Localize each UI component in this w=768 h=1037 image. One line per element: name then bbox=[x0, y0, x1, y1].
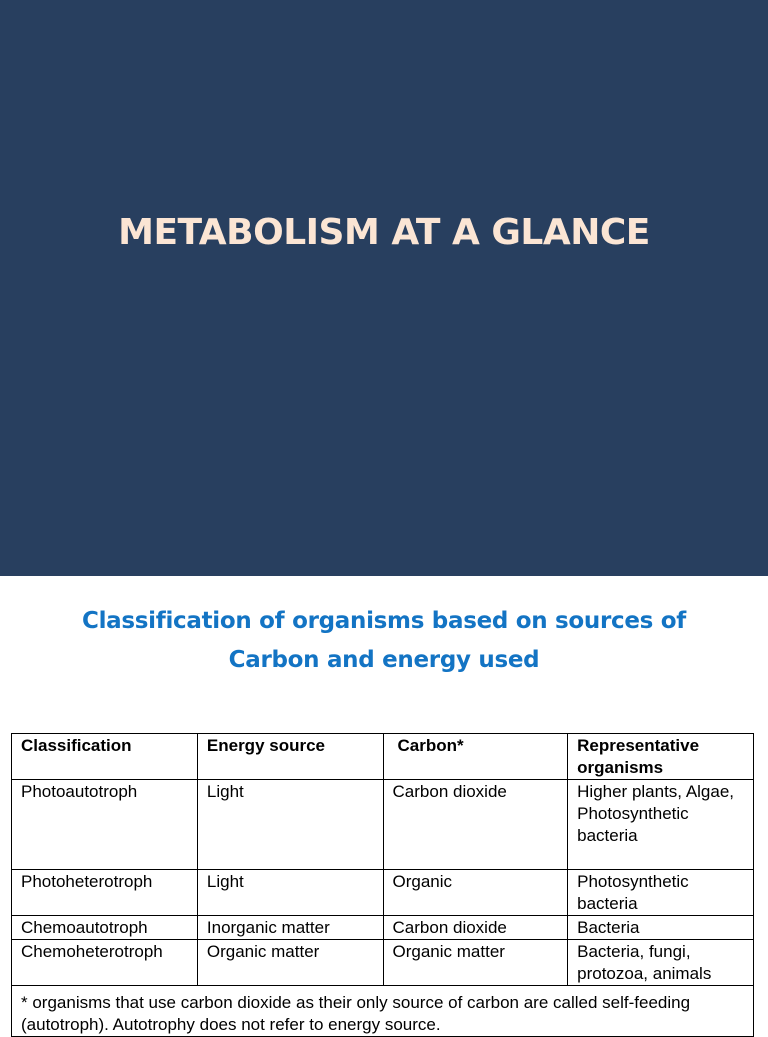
cell-classification: Photoautotroph bbox=[12, 780, 198, 870]
header-classification: Classification bbox=[12, 734, 198, 780]
cell-carbon: Organic matter bbox=[383, 940, 568, 986]
cell-classification: Photoheterotroph bbox=[12, 870, 198, 916]
cell-carbon: Organic bbox=[383, 870, 568, 916]
header-carbon: Carbon* bbox=[383, 734, 568, 780]
classification-slide bbox=[0, 576, 768, 1034]
cell-classification: Chemoautotroph bbox=[12, 916, 198, 940]
cell-carbon: Carbon dioxide bbox=[383, 916, 568, 940]
table-footnote-row bbox=[12, 986, 754, 1037]
cell-organisms: Bacteria, fungi, protozoa, animals bbox=[568, 940, 754, 986]
cell-energy-source: Light bbox=[197, 870, 383, 916]
slide-title: METABOLISM AT A GLANCE bbox=[118, 212, 650, 253]
cell-energy-source: Inorganic matter bbox=[197, 916, 383, 940]
heading-line-2: Carbon and energy used bbox=[228, 647, 540, 673]
table-row bbox=[12, 916, 754, 940]
table-row bbox=[12, 780, 754, 870]
header-energy-source: Energy source bbox=[197, 734, 383, 780]
cell-organisms: Higher plants, Algae, Photosynthetic bacteria bbox=[568, 780, 754, 870]
table-header-row bbox=[12, 734, 754, 780]
cell-organisms: Photosynthetic bacteria bbox=[568, 870, 754, 916]
cell-classification: Chemoheterotroph bbox=[12, 940, 198, 986]
cell-organisms: Bacteria bbox=[568, 916, 754, 940]
heading-line-1: Classification of organisms based on sources of bbox=[82, 608, 686, 634]
header-representative-organisms: Representative organisms bbox=[568, 734, 754, 780]
classification-table bbox=[11, 733, 754, 1037]
table-row bbox=[12, 870, 754, 916]
cell-carbon: Carbon dioxide bbox=[383, 780, 568, 870]
table-row bbox=[12, 940, 754, 986]
cell-energy-source: Light bbox=[197, 780, 383, 870]
slide-heading bbox=[40, 602, 728, 680]
table-footnote: * organisms that use carbon dioxide as their only source of carbon are called self-feeding (autotroph). Autotrophy does not refer to energy source. bbox=[12, 986, 754, 1037]
cell-energy-source: Organic matter bbox=[197, 940, 383, 986]
